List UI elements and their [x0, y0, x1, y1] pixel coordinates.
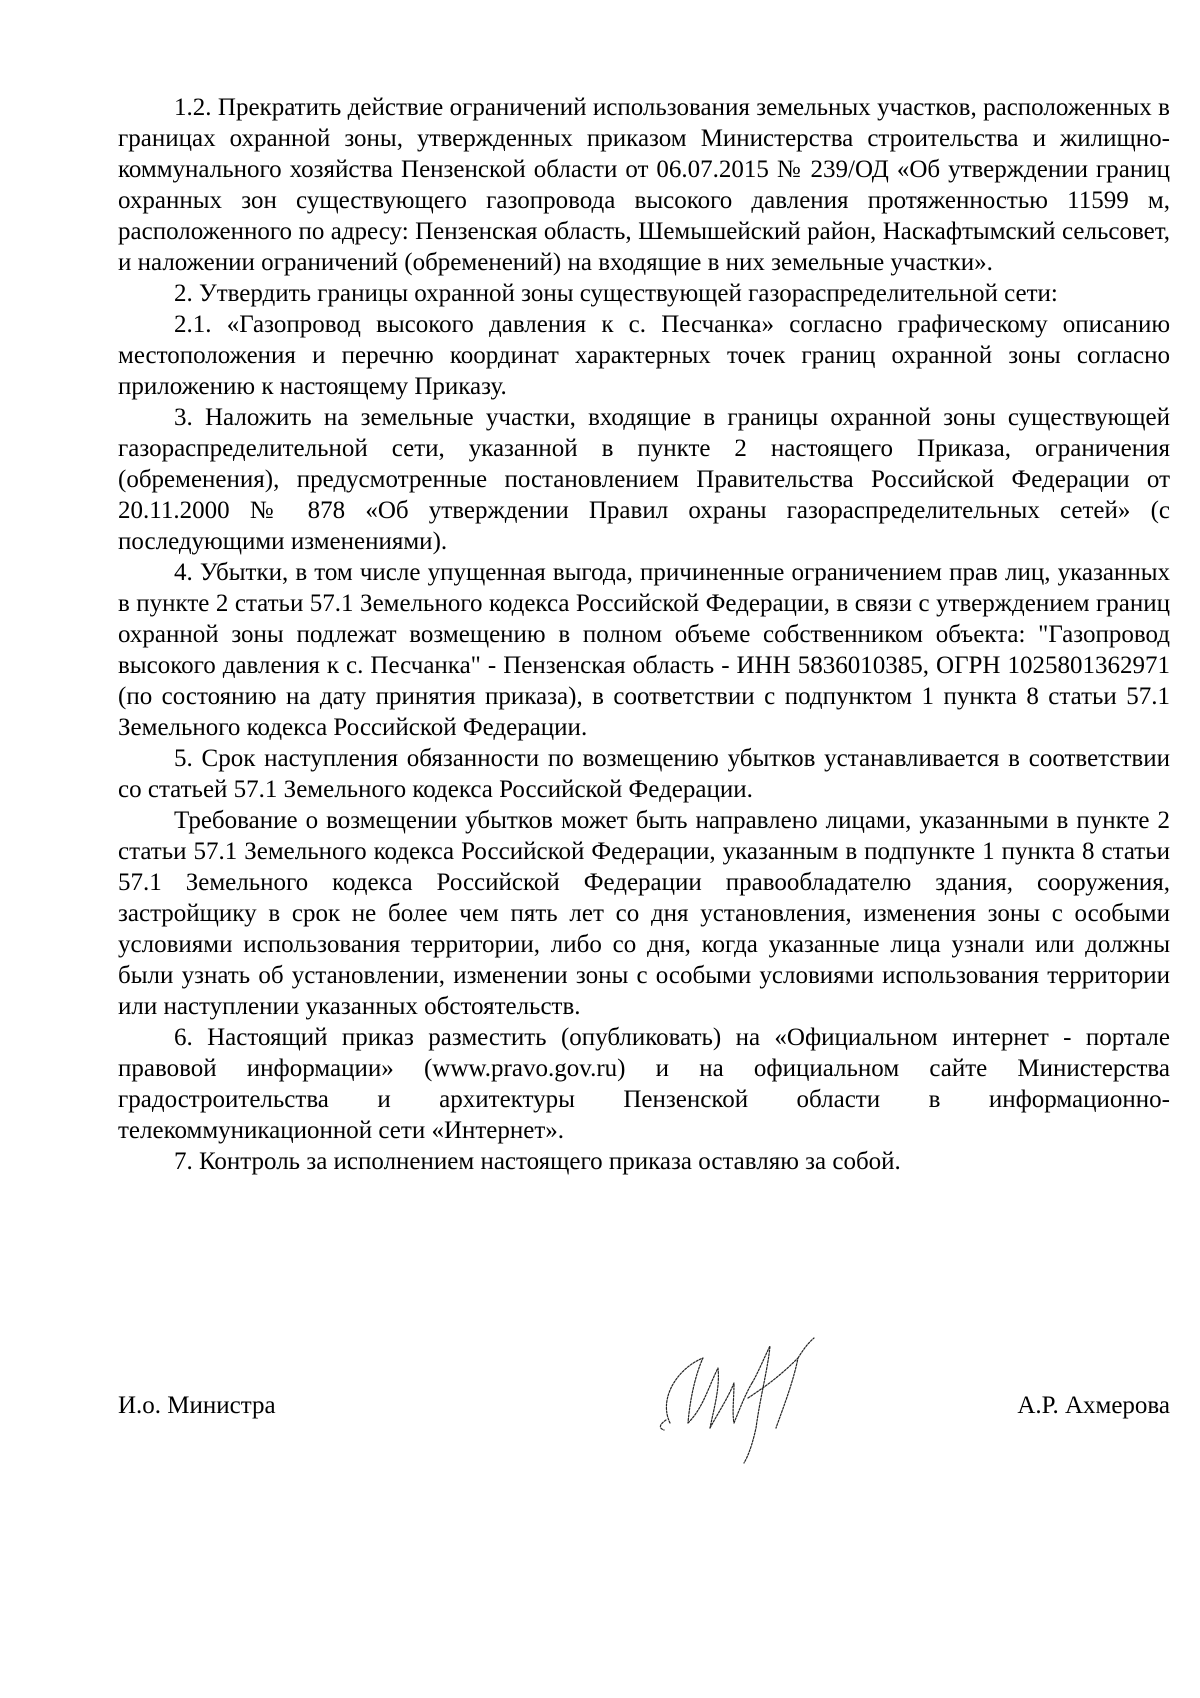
paragraph-5: 5. Срок наступления обязанности по возмещению убытков устанавливается в соответствии со статьей 57.1 Земельного кодекса Российской Федерации. [118, 745, 1170, 803]
signature-block [118, 1390, 1170, 1430]
paragraph-6: 6. Настоящий приказ разместить (опубликовать) на «Официальном интернет - портале правовой информации» (www.pravo.gov.ru) и на официальном сайте Министерства градостроительства и архитектуры Пензенской области в информационно-телекоммуникационной сети «Интернет». [118, 1024, 1170, 1144]
paragraph-4: 4. Убытки, в том числе упущенная выгода, причиненные ограничением прав лиц, указанных в пункте 2 статьи 57.1 Земельного кодекса Российской Федерации, в связи с утверждением границ охранной зоны подлежат возмещению в полном объеме собственником объекта: "Газопровод высокого давления к с. Песчанка" - Пензенская область - ИНН 5836010385, ОГРН 1025801362971 (по состоянию на дату принятия приказа), в соответствии с подпунктом 1 пункта 8 статьи 57.1 Земельного кодекса Российской Федерации. [118, 559, 1170, 741]
paragraph-2: 2. Утвердить границы охранной зоны существующей газораспределительной сети: [174, 280, 1058, 307]
document-body [118, 92, 1170, 1177]
paragraph-2-1: 2.1. «Газопровод высокого давления к с. Песчанка» согласно графическому описанию местоположения и перечню координат характерных точек границ охранной зоны согласно приложению к настоящему Приказу. [118, 311, 1170, 400]
signatory-position: И.о. Министра [118, 1392, 276, 1419]
paragraph-claim-requirement: Требование о возмещении убытков может быть направлено лицами, указанными в пункте 2 статьи 57.1 Земельного кодекса Российской Федерации, указанным в подпункте 1 пункта 8 статьи 57.1 Земельного кодекса Российской Федерации правообладателю здания, сооружения, застройщику в срок не более чем пять лет со дня установления, изменения зоны с особыми условиями использования территории, либо со дня, когда указанные лица узнали или должны были узнать об установлении, изменении зоны с особыми условиями использования территории или наступлении указанных обстоятельств. [118, 807, 1170, 1020]
handwritten-signature [648, 1328, 848, 1468]
paragraph-3: 3. Наложить на земельные участки, входящие в границы охранной зоны существующей газораспределительной сети, указанной в пункте 2 настоящего Приказа, ограничения (обременения), предусмотренные постановлением Правительства Российской Федерации от 20.11.2000 № 878 «Об утверждении Правил охраны газораспределительных сетей» (с последующими изменениями). [118, 404, 1170, 555]
paragraph-7: 7. Контроль за исполнением настоящего приказа оставляю за собой. [174, 1148, 901, 1175]
paragraph-1-2: 1.2. Прекратить действие ограничений использования земельных участков, расположенных в границах охранной зоны, утвержденных приказом Министерства строительства и жилищно-коммунального хозяйства Пензенской области от 06.07.2015 № 239/ОД «Об утверждении границ охранных зон существующего газопровода высокого давления протяженностью 11599 м, расположенного по адресу: Пензенская область, Шемышейский район, Наскафтымский сельсовет, и наложении ограничений (обременений) на входящие в них земельные участки». [118, 94, 1170, 276]
signatory-name: А.Р. Ахмерова [1017, 1392, 1170, 1419]
